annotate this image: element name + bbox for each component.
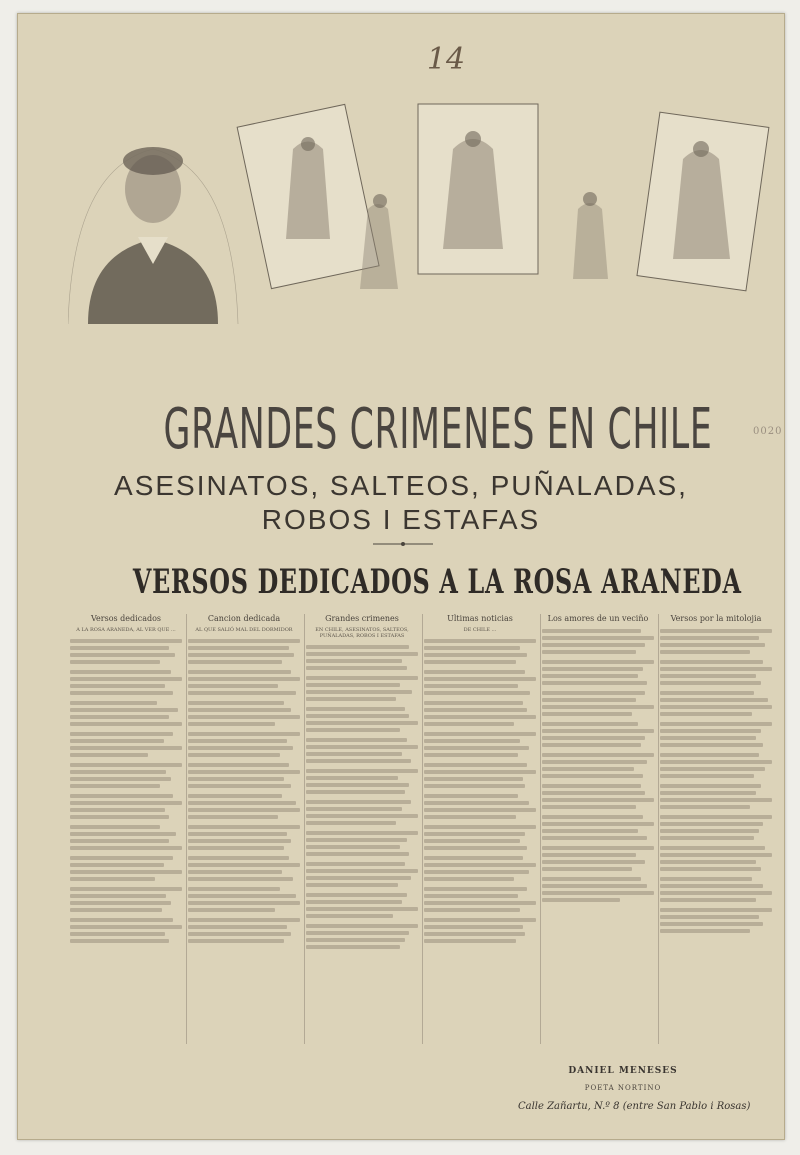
verse-column xyxy=(660,614,772,1054)
column-subtitle: DE CHILE ... xyxy=(463,627,497,633)
verse-column xyxy=(306,614,418,1054)
column-title: Grandes crimenes xyxy=(325,614,399,623)
card-right xyxy=(637,112,769,291)
column-title: Versos dedicados xyxy=(91,614,161,623)
column-divider xyxy=(304,614,305,1044)
verse-columns xyxy=(70,614,770,1054)
column-title: Versos por la mitolojia xyxy=(670,614,762,623)
column-subtitle: AL QUE SALIÓ MAL DEL DORMIDOR xyxy=(195,627,293,633)
column-divider xyxy=(658,614,659,1044)
verse-column xyxy=(542,614,654,1054)
column-title: Ultimas noticias xyxy=(447,614,513,623)
ornament-divider xyxy=(373,540,433,548)
verse-column xyxy=(70,614,182,1054)
dedication-heading: VERSOS DEDICADOS A LA ROSA ARANEDA xyxy=(132,562,742,602)
verse-column xyxy=(424,614,536,1054)
column-subtitle: A LA ROSA ARANEDA, AL VER QUE ... xyxy=(76,627,176,633)
verse-column xyxy=(188,614,300,1054)
author-address: Calle Zañartu, N.º 8 (entre San Pablo i Rosas) xyxy=(518,1101,751,1112)
card-center xyxy=(418,104,538,274)
card-left xyxy=(237,104,379,288)
main-title: GRANDES CRIMENES EN CHILE xyxy=(163,397,713,462)
broadside-sheet xyxy=(17,13,785,1140)
subtitle-line-1: ASESINATOS, SALTEOS, PUÑALADAS, xyxy=(114,470,688,501)
column-divider xyxy=(540,614,541,1044)
subtitle-line-2: ROBOS I ESTAFAS xyxy=(261,504,541,535)
column-divider xyxy=(422,614,423,1044)
card-center-right xyxy=(573,192,608,279)
author-name: DANIEL MENESES xyxy=(568,1066,678,1076)
archive-stamp: 0020 xyxy=(753,426,783,437)
folio-number: 14 xyxy=(426,42,466,77)
portrait-engraving xyxy=(68,147,238,324)
author-role: POETA NORTINO xyxy=(584,1084,662,1092)
illustration-engraving xyxy=(68,89,778,374)
column-title: Cancion dedicada xyxy=(207,614,281,623)
column-title: Los amores de un veciño xyxy=(547,614,649,623)
column-divider xyxy=(186,614,187,1044)
column-subtitle: EN CHILE, ASESINATOS, SALTEOS, PUÑALADAS, ROBOS I ESTAFAS xyxy=(315,627,409,639)
